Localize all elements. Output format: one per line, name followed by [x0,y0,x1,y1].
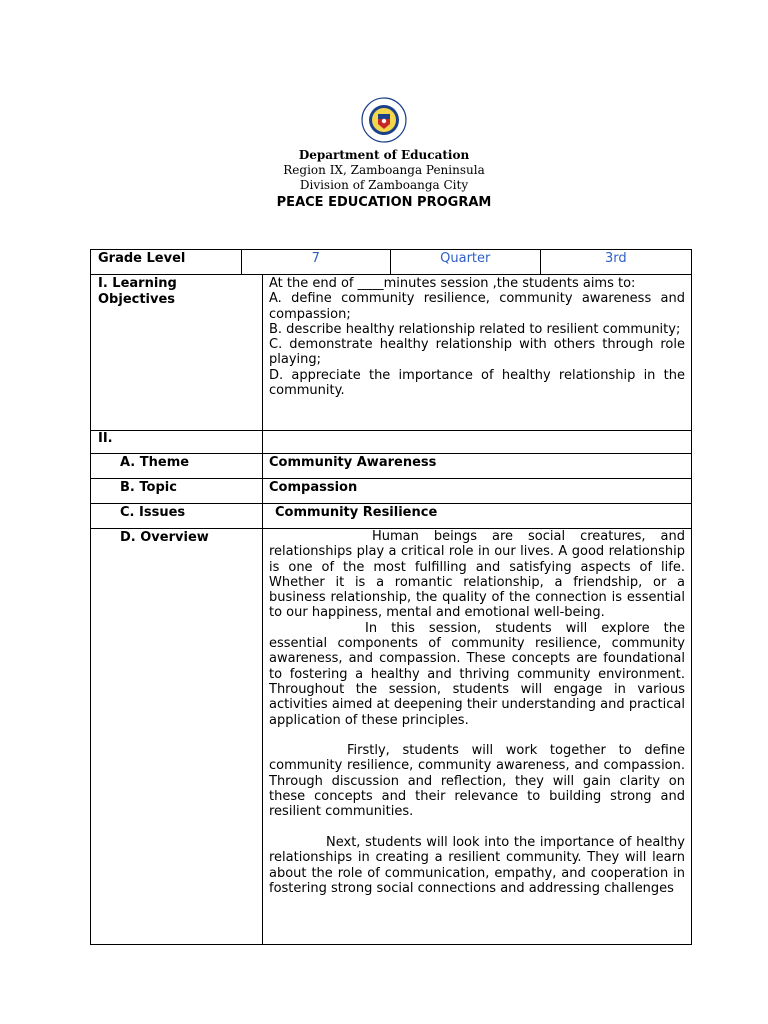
division-name: Division of Zamboanga City [299,178,469,192]
objectives-intro: At the end of ____minutes session ,the students aims to: [269,276,636,291]
objective-a: A. define community resilience, community awareness and compassion; [269,291,685,322]
label-line: I. Learning [98,276,177,291]
department-name: Department of Education [298,148,470,162]
quarter-label: Quarter [391,250,541,274]
column-divider [262,275,263,944]
objective-c: C. demonstrate healthy relationship with others through role playing; [269,337,685,368]
quarter-value: 3rd [604,251,627,266]
deped-seal [351,97,417,143]
row-divider [91,478,691,479]
overview-content [269,529,685,896]
row-divider [91,430,691,431]
issues-value: Community Resilience [275,505,438,520]
grade-level-value: 7 [242,250,392,274]
objective-b: B. describe healthy relationship related to resilient community; [269,321,681,337]
row-divider [91,453,691,454]
overview-paragraph: Next, students will look into the importance of healthy relationships in creating a resilient community. They will learn about the role of communication, empathy, and cooperation in fostering strong social connections and addressing challenges [269,834,685,896]
theme-value: Community Awareness [269,455,437,470]
grade-level-row [90,249,692,275]
theme-label: A. Theme [120,455,190,470]
topic-value: Compassion [269,480,358,495]
region-name: Region IX, Zamboanga Peninsula [283,163,485,177]
label-line: Objectives [98,292,176,307]
learning-objectives-label [98,276,177,308]
objective-d: D. appreciate the importance of healthy relationship in the community. [269,367,685,399]
overview-paragraph: Firstly, students will work together to define community resilience, community awareness, and compassion. Through discussion and reflection, they will gain clarity on these concepts and their relevance to building strong and resilient communities. [269,743,685,820]
overview-paragraph: In this session, students will explore the essential components of community resilience, community awareness, and compassion. These concepts are foundational to fostering a healthy and thriving community environment. Throughout the session, students will engage in various activities aimed at deepening their understanding and practical application of these principles. [269,620,685,728]
overview-label: D. Overview [120,530,209,545]
grade-level-label: Grade Level [91,250,242,274]
issues-label: C. Issues [120,505,186,520]
row-divider [91,503,691,504]
learning-objectives-content [269,276,685,398]
overview-paragraph: Human beings are social creatures, and relationships play a critical role in our lives. A good relationship is one of the most fulfilling and satisfying aspects of life. Whether it is a romantic relationship, a friendship, or a business relationship, the quality of the connection is essential to our happiness, mental and emotional well-being. [269,529,685,621]
section-ii-label: II. [98,431,113,446]
program-title: PEACE EDUCATION PROGRAM [276,195,492,210]
lesson-table [90,274,692,945]
topic-label: B. Topic [120,480,177,495]
